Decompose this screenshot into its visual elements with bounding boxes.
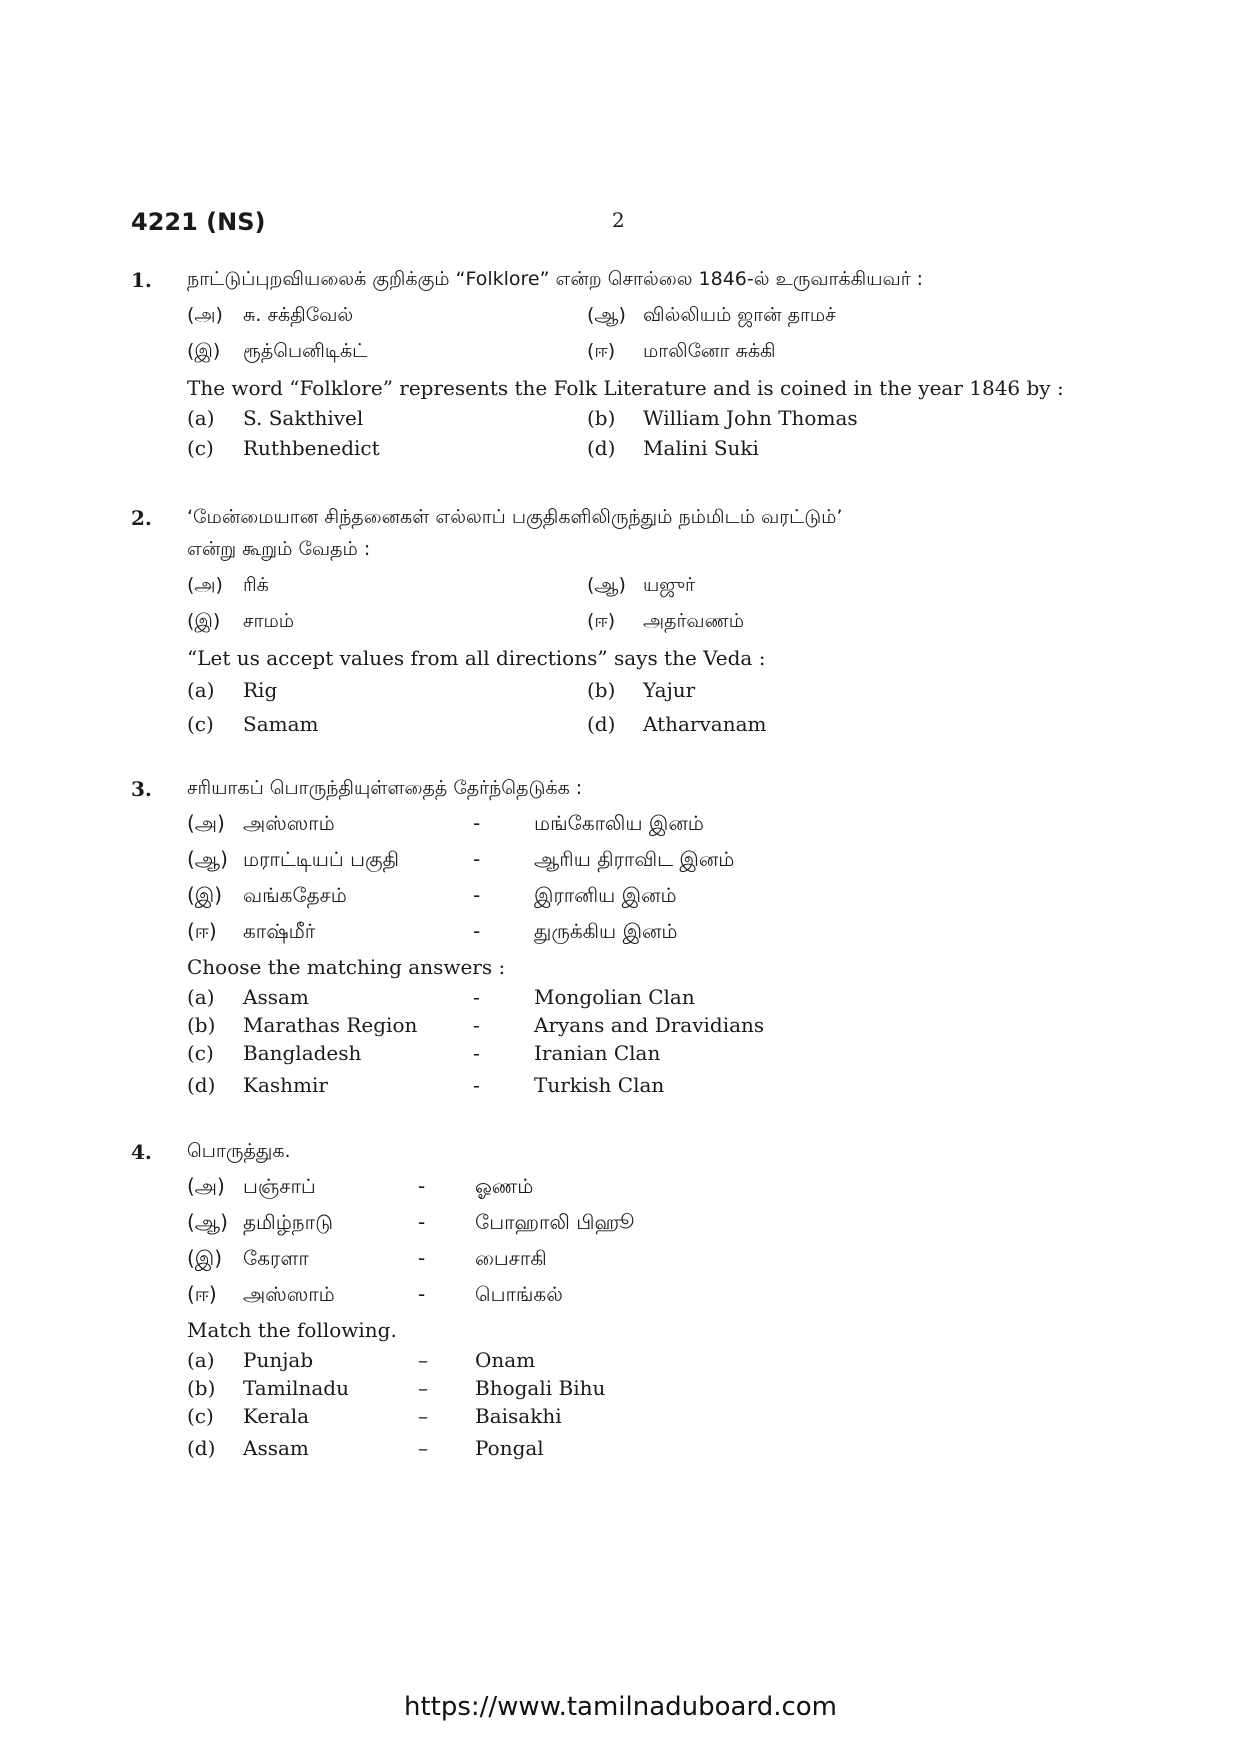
match-dash: – (418, 1376, 428, 1400)
english-question: “Let us accept values from all directions” says the Veda : (187, 646, 766, 670)
option (187, 610, 294, 635)
question-number: 4. (131, 1140, 152, 1164)
option-label: (ஈ) (187, 1282, 217, 1306)
english-question: The word “Folklore” represents the Folk Literature and is coined in the year 1846 by : (187, 376, 1064, 400)
option-label: (d) (587, 436, 616, 460)
option-label: (அ) (187, 574, 223, 596)
match-right: இரானிய இனம் (534, 883, 677, 907)
question-number: 2. (131, 506, 152, 530)
match-dash: - (473, 811, 481, 835)
option-text: மராட்டியப் பகுதி (243, 847, 400, 871)
match-left (187, 1348, 313, 1372)
tamil-question-cont: என்று கூறும் வேதம் : (187, 538, 371, 560)
option-text: Bangladesh (243, 1041, 362, 1065)
option (587, 340, 776, 365)
option (187, 304, 353, 329)
option-label: (c) (187, 436, 214, 460)
match-left (187, 1174, 316, 1201)
option-label: (a) (187, 985, 215, 1009)
option-label: (இ) (187, 1246, 223, 1270)
match-right: Onam (475, 1348, 536, 1372)
match-right: Turkish Clan (534, 1073, 665, 1097)
match-right: ஆரிய திராவிட இனம் (534, 847, 735, 871)
option-text: Kerala (243, 1404, 310, 1428)
option-label: (ஆ) (587, 304, 626, 326)
option-label: (இ) (187, 883, 223, 907)
option-label: (அ) (187, 1174, 225, 1198)
match-left (187, 1246, 309, 1273)
page-number: 2 (612, 208, 625, 232)
match-right: ஓணம் (475, 1174, 534, 1198)
match-dash: - (418, 1174, 426, 1198)
option-text: Punjab (243, 1348, 314, 1372)
tamil-question: நாட்டுப்புறவியலைக் குறிக்கும் “Folklore” என்ற சொல்லை 1846-ல் உருவாக்கியவர் : (187, 268, 924, 290)
match-right: Mongolian Clan (534, 985, 695, 1009)
option (187, 574, 269, 599)
option-text: Malini Suki (643, 436, 759, 460)
english-question: Match the following. (187, 1318, 397, 1342)
option (187, 678, 277, 702)
option-label: (அ) (187, 811, 225, 835)
tamil-question: பொருத்துக. (187, 1140, 291, 1162)
option (187, 436, 380, 460)
option-label: (c) (187, 712, 214, 736)
option-label: (d) (187, 1073, 216, 1097)
option-text: ரூத்பெனிடிக்ட் (243, 340, 368, 362)
option (587, 678, 695, 702)
option (587, 406, 858, 430)
option-label: (இ) (187, 610, 221, 632)
option (587, 436, 759, 460)
option-text: அஸ்ஸாம் (243, 811, 335, 835)
match-left (187, 1013, 417, 1037)
match-right: Iranian Clan (534, 1041, 661, 1065)
option-label: (b) (587, 406, 616, 430)
match-dash: - (473, 919, 481, 943)
option-label: (c) (187, 1404, 214, 1428)
match-right: Aryans and Dravidians (534, 1013, 765, 1037)
option-label: (d) (587, 712, 616, 736)
tamil-question: சரியாகப் பொருந்தியுள்ளதைத் தேர்ந்தெடுக்க : (187, 777, 583, 799)
option-text: கேரளா (243, 1246, 309, 1270)
option-text: அஸ்ஸாம் (243, 1282, 335, 1306)
option-text: Atharvanam (643, 712, 767, 736)
option-label: (a) (187, 406, 215, 430)
option-label: (ஆ) (187, 1210, 228, 1234)
option-text: ரிக் (243, 574, 269, 596)
option-text: Samam (243, 712, 319, 736)
match-right: பைசாகி (475, 1246, 547, 1270)
match-left (187, 1210, 333, 1237)
match-right: துருக்கிய இனம் (534, 919, 678, 943)
option-label: (b) (187, 1013, 216, 1037)
match-right: போஹாலி பிஹூ (475, 1210, 635, 1234)
option (187, 340, 367, 365)
match-dash: - (473, 1041, 480, 1065)
option-text: சு. சக்திவேல் (243, 304, 354, 326)
question-number: 1. (131, 268, 152, 292)
option-text: Ruthbenedict (243, 436, 380, 460)
option-label: (ஈ) (587, 610, 616, 632)
option-label: (c) (187, 1041, 214, 1065)
match-dash: - (473, 847, 481, 871)
option (187, 712, 318, 736)
option-text: மாலினோ சுக்கி (643, 340, 776, 362)
option (587, 712, 767, 736)
match-left (187, 1041, 361, 1065)
option-text: Assam (243, 1436, 309, 1460)
option-label: (a) (187, 1348, 215, 1372)
match-dash: – (418, 1348, 428, 1372)
question-number: 3. (131, 777, 152, 801)
match-dash: - (473, 1013, 480, 1037)
option (587, 304, 836, 329)
match-left (187, 847, 399, 874)
option-label: (b) (187, 1376, 216, 1400)
option-label: (அ) (187, 304, 223, 326)
match-dash: - (418, 1282, 426, 1306)
option-text: Kashmir (243, 1073, 328, 1097)
match-dash: - (418, 1246, 426, 1270)
match-left (187, 1436, 309, 1460)
match-right: பொங்கல் (475, 1282, 563, 1306)
option-label: (இ) (187, 340, 221, 362)
english-question: Choose the matching answers : (187, 955, 506, 979)
match-left (187, 883, 347, 910)
option (587, 610, 744, 635)
match-right: Bhogali Bihu (475, 1376, 606, 1400)
match-left (187, 1282, 335, 1309)
option-label: (d) (187, 1436, 216, 1460)
option-text: காஷ்மீர் (243, 919, 316, 943)
footer-url: https://www.tamilnaduboard.com (403, 1692, 838, 1722)
option-label: (a) (187, 678, 215, 702)
match-right: மங்கோலிய இனம் (534, 811, 704, 835)
match-left (187, 1376, 349, 1400)
match-dash: - (473, 985, 480, 1009)
option-label: (ஆ) (187, 847, 228, 871)
option-text: Marathas Region (243, 1013, 418, 1037)
option-text: வில்லியம் ஜான் தாமச் (643, 304, 836, 326)
option-text: யஜுர் (643, 574, 695, 596)
match-dash: - (418, 1210, 426, 1234)
option-label: (ஈ) (587, 340, 616, 362)
option-text: தமிழ்நாடு (243, 1210, 333, 1234)
match-dash: - (473, 883, 481, 907)
option-text: Rig (243, 678, 278, 702)
match-left (187, 1404, 309, 1428)
match-dash: – (418, 1436, 428, 1460)
option-text: William John Thomas (643, 406, 858, 430)
option (187, 406, 363, 430)
option (587, 574, 695, 599)
option-text: பஞ்சாப் (243, 1174, 316, 1198)
match-left (187, 811, 335, 838)
option-label: (ஆ) (587, 574, 626, 596)
option-text: Tamilnadu (243, 1376, 349, 1400)
match-left (187, 1073, 328, 1097)
tamil-question: ‘மேன்மையான சிந்தனைகள் எல்லாப் பகுதிகளிலிருந்தும் நம்மிடம் வரட்டும்’ (187, 506, 843, 528)
option-text: S. Sakthivel (243, 406, 364, 430)
option-text: வங்கதேசம் (243, 883, 347, 907)
match-right: Baisakhi (475, 1404, 562, 1428)
option-text: அதர்வணம் (643, 610, 745, 632)
option-text: சாமம் (243, 610, 295, 632)
page-code: 4221 (NS) (131, 208, 266, 236)
option-text: Yajur (643, 678, 696, 702)
option-label: (b) (587, 678, 616, 702)
match-dash: - (473, 1073, 480, 1097)
match-left (187, 919, 315, 946)
match-left (187, 985, 309, 1009)
option-text: Assam (243, 985, 309, 1009)
option-label: (ஈ) (187, 919, 217, 943)
match-dash: – (418, 1404, 428, 1428)
match-right: Pongal (475, 1436, 544, 1460)
